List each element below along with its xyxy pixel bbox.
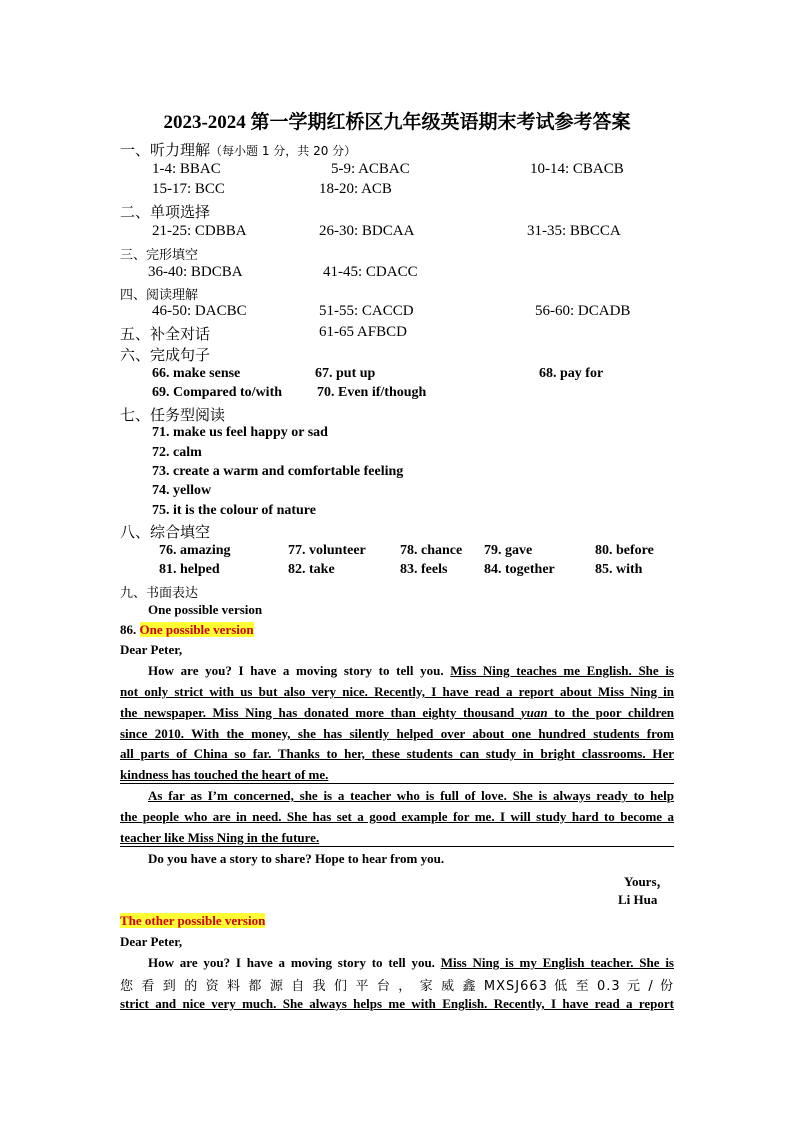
essay-line <box>120 663 674 679</box>
essay-italic-text: yuan <box>520 705 548 720</box>
essay-greeting: Dear Peter, <box>120 934 183 949</box>
section-sentence-heading: 六、完成句子 <box>120 346 211 364</box>
answer-item: 70. Even if/though <box>317 385 427 400</box>
essay-greeting: Dear Peter, <box>120 642 183 657</box>
essay-text: How are you? I have a moving story to tell you. <box>148 663 444 678</box>
answer-item: 61-65 AFBCD <box>319 324 407 340</box>
answer-item: 77. volunteer <box>288 543 366 558</box>
answer-item: 83. feels <box>400 562 448 577</box>
answer-item: 26-30: BDCAA <box>319 223 415 239</box>
essay-heading <box>120 622 674 638</box>
essay-signature: Li Hua <box>618 892 658 907</box>
answer-item: 18-20: ACB <box>319 181 392 197</box>
answer-item: 82. take <box>288 562 335 577</box>
answer-item: 85. with <box>595 562 643 577</box>
writing-sub-label: One possible version <box>148 602 263 617</box>
answer-item: 46-50: DACBC <box>152 303 247 319</box>
essay-underlined-text: Miss Ning teaches me English. She is <box>450 663 674 678</box>
essay-line: kindness has touched the heart of me. <box>120 767 674 784</box>
section-single-choice-heading: 二、单项选择 <box>120 203 211 221</box>
answer-item: 68. pay for <box>539 366 604 381</box>
question-number: 86. <box>120 622 137 637</box>
answer-item: 78. chance <box>400 543 463 558</box>
section-reading-heading: 四、阅读理解 <box>120 288 199 303</box>
answer-item: 71. make us feel happy or sad <box>152 425 328 440</box>
essay-text: to the poor children <box>554 705 674 720</box>
section-label: 一、听力理解 <box>120 141 211 159</box>
answer-item: 84. together <box>484 562 555 577</box>
section-dialogue-heading: 五、补全对话 <box>120 325 211 343</box>
answer-item: 5-9: ACBAC <box>331 161 410 177</box>
section-task-reading-heading: 七、任务型阅读 <box>120 406 226 424</box>
essay-line: teacher like Miss Ning in the future. <box>120 830 674 847</box>
essay-line: not only strict with us but also very nice. Recently, I have read a report about Miss Ning in <box>120 684 674 699</box>
answer-item: 10-14: CBACB <box>530 161 624 177</box>
essay-line: all parts of China so far. Thanks to her, these students can study in bright classrooms. Her <box>120 746 674 761</box>
answer-item: 36-40: BDCBA <box>148 264 243 280</box>
essay-heading <box>120 913 674 929</box>
version-label: One possible version <box>139 622 254 637</box>
version-label: The other possible version <box>120 913 266 928</box>
answer-item: 67. put up <box>315 366 376 381</box>
answer-item: 51-55: CACCD <box>319 303 414 319</box>
essay-line: As far as I’m concerned, she is a teacher who is full of love. She is always ready to help <box>148 788 674 803</box>
answer-item: 80. before <box>595 543 654 558</box>
essay-line: Do you have a story to share? Hope to hear from you. <box>148 851 445 866</box>
answer-item: 31-35: BBCCA <box>527 223 621 239</box>
answer-item: 1-4: BBAC <box>152 161 221 177</box>
section-cloze-heading: 三、完形填空 <box>120 248 199 263</box>
answer-item: 41-45: CDACC <box>323 264 418 280</box>
answer-item: 79. gave <box>484 543 533 558</box>
answer-item: 81. helped <box>159 562 220 577</box>
section-writing-heading: 九、书面表达 <box>120 586 199 601</box>
essay-line: since 2010. With the money, she has silently helped over about one hundred students from <box>120 726 674 741</box>
answer-item: 72. calm <box>152 445 202 460</box>
essay-text: How are you? I have a moving story to tell you. <box>148 955 435 970</box>
section-listening-heading <box>120 139 356 160</box>
essay-underlined-text: Miss Ning is my English teacher. She is <box>440 955 674 970</box>
watermark-text: 您 看 到 的 资 料 都 源 自 我 们 平 台 ， 家 威 鑫 MXSJ663 低 至 0.3 元 / 份 <box>120 979 674 994</box>
answer-item: 15-17: BCC <box>152 181 225 197</box>
essay-text: the newspaper. Miss Ning has donated more than eighty thousand <box>120 705 515 720</box>
section-fill-heading: 八、综合填空 <box>120 523 211 541</box>
answer-item: 69. Compared to/with <box>152 385 283 400</box>
essay-line <box>120 955 674 971</box>
answer-item: 74. yellow <box>152 483 212 498</box>
essay-line: the people who are in need. She has set a good example for me. I will study hard to become a <box>120 809 674 824</box>
essay-line <box>120 705 674 721</box>
answer-item: 56-60: DCADB <box>535 303 631 319</box>
page-title: 2023-2024 第一学期红桥区九年级英语期末考试参考答案 <box>163 112 631 133</box>
answer-item: 76. amazing <box>159 543 231 558</box>
answer-item: 21-25: CDBBA <box>152 223 247 239</box>
section-note: （每小题 1 分，共 20 分） <box>210 144 357 158</box>
essay-closing: Yours， <box>624 874 670 889</box>
answer-item: 75. it is the colour of nature <box>152 503 316 518</box>
answer-item: 73. create a warm and comfortable feeling <box>152 464 404 479</box>
essay-line: strict and nice very much. She always helps me with English. Recently, I have read a report <box>120 996 674 1011</box>
answer-item: 66. make sense <box>152 366 241 381</box>
